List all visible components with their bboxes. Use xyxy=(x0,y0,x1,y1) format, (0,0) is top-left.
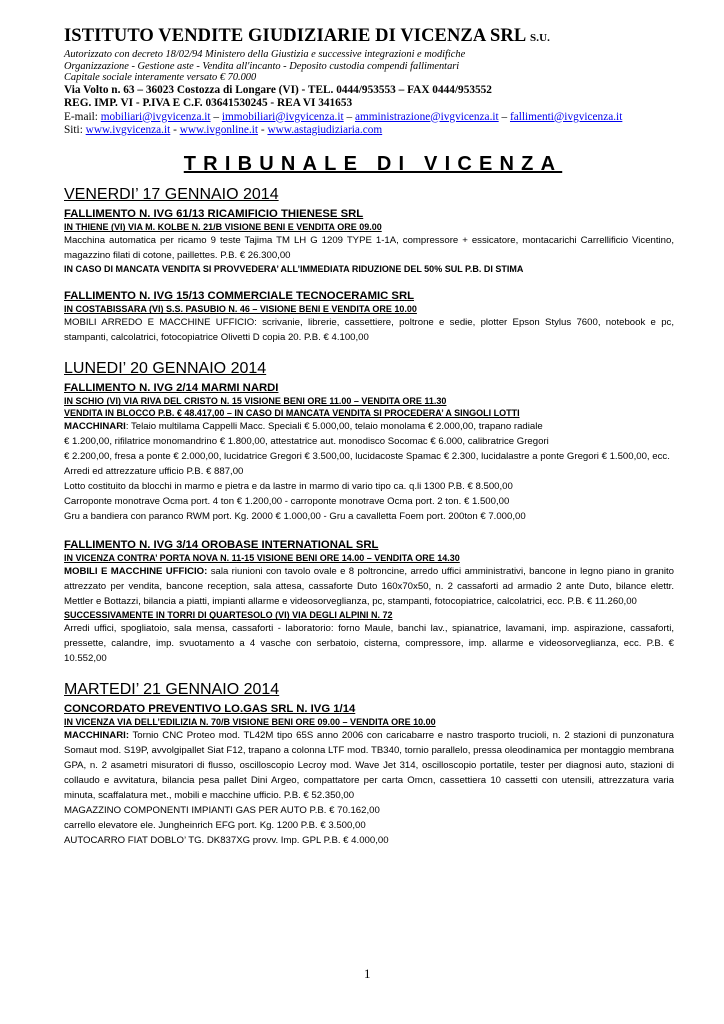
case-description: Lotto costituito da blocchi in marmo e pietra e da lastre in marmo di vario tipo ca. q.li 1300 P.B. € 8.500,00 xyxy=(64,481,513,493)
auction-day-date: LUNEDI’ 20 GENNAIO 2014 xyxy=(64,360,267,378)
authorization-line: Autorizzato con decreto 18/02/94 Ministero della Giustizia e successive integrazioni e modifiche xyxy=(64,49,466,60)
case-title: FALLIMENTO N. IVG 3/14 OROBASE INTERNATIONAL SRL xyxy=(64,539,379,552)
category-label: MOBILI E MACCHINE UFFICIO: xyxy=(64,566,208,578)
description-text: Tornio CNC Proteo mod. TL42M tipo 65S anno 2006 con caricabarre e nastro trasporto trucioli, n. 2 stazioni di punzonatura Somaut mod. S19P, avvolgipallet Siat F12, trapano a colonna LTF mod. TB340, tornio parallelo, pressa oleodinamica per montaggio membrana GPA, n. 2 asametri misuratori di flusso, oscilloscopio Lecroy mod. Wave Jet 314, oscilloscopio portatile, tester per diagnosi auto, stazioni di collaudo e avvitatura, bilancia pesa pallet Dini Argeo, compattatore per carta Omcn, cassettiera 10 cassetti con utensili, attrezzatura varia minuta, scaffalatura met., mobili e macchine ufficio. P.B. € 52.350,00 xyxy=(64,730,674,802)
company-suffix: S.U. xyxy=(530,32,551,44)
email-link-amministrazione[interactable]: amministrazione@ivgvicenza.it xyxy=(354,110,499,123)
registry-line: REG. IMP. VI - P.IVA E C.F. 03641530245 - REA VI 341653 xyxy=(64,97,353,110)
case-description: Gru a bandiera con paranco RWM port. Kg. 2000 € 1.000,00 - Gru a cavalletta Foem port. 200ton € 7.000,00 xyxy=(64,511,526,523)
case-description: AUTOCARRO FIAT DOBLO’ TG. DK837XG provv. Imp. GPL P.B. € 4.000,00 xyxy=(64,835,389,847)
site-link-astagiudiziaria[interactable]: www.astagiudiziaria.com xyxy=(267,124,383,136)
site-separator: - xyxy=(258,124,268,136)
email-separator: – xyxy=(210,110,222,123)
case-description: Carroponte monotrave Ocma port. 4 ton € 1.200,00 - carroponte monotrave Ocma port. 2 ton. € 1.500,00 xyxy=(64,496,510,508)
email-label: E-mail: xyxy=(64,110,101,123)
company-title xyxy=(64,26,674,49)
company-name: ISTITUTO VENDITE GIUDIZIARIE DI VICENZA SRL xyxy=(64,26,526,46)
case-description: Macchina automatica per ricamo 9 teste Tajima TM LH G 1209 TYPE 1-1A, compressore + essicatore, montacarichi Carrellificio Vicentino, magazzino filati di cotone, paillettes. P.B. € 26.300,00 xyxy=(64,235,674,262)
description-text: : Telaio multilama Cappelli Macc. Speciali € 5.000,00, telaio monolama € 2.000,00, trapano radiale xyxy=(125,421,543,433)
case-description: Arredi ed attrezzature ufficio P.B. € 887,00 xyxy=(64,466,244,478)
email-link-fallimenti[interactable]: fallimenti@ivgvicenza.it xyxy=(509,110,623,123)
case-location: IN COSTABISSARA (VI) S.S. PASUBIO N. 46 – VISIONE BENI E VENDITA ORE 10.00 xyxy=(64,304,417,315)
case-title: FALLIMENTO N. IVG 2/14 MARMI NARDI xyxy=(64,382,279,395)
case-description: carrello elevatore ele. Jungheinrich EFG port. Kg. 1200 P.B. € 3.500,00 xyxy=(64,820,366,832)
case-description: Arredi uffici, spogliatoio, sala mensa, cassaforti - laboratorio: forno Maule, banchi lav., spianatrice, lavamani, imp. aspirazione, cassaforti, pressette, calandre, imp. svuotamento a 4 vasche con serbatoio, cisterna, compressore, imp. allarme e videosorveglianza, ecc. P.B. € 10.552,00 xyxy=(64,623,674,665)
case-location: IN SCHIO (VI) VIA RIVA DEL CRISTO N. 15 VISIONE BENI ORE 11.00 – VENDITA ORE 11.30 xyxy=(64,396,447,407)
case-location: IN VICENZA VIA DELL’EDILIZIA N. 70/B VISIONE BENI ORE 09.00 – VENDITA ORE 10.00 xyxy=(64,717,436,728)
email-separator: – xyxy=(343,110,355,123)
sites-label: Siti: xyxy=(64,124,86,136)
case-description: € 1.200,00, rifilatrice monomandrino € 1.800,00, attestatrice aut. monodisco Socomac € 6.000, calibratrice Gregori xyxy=(64,436,549,448)
document-page xyxy=(64,26,674,848)
address-line: Via Volto n. 63 – 36023 Costozza di Longare (VI) - TEL. 0444/953553 – FAX 0444/953552 xyxy=(64,83,492,96)
site-link-ivgonline[interactable]: www.ivgonline.it xyxy=(179,124,259,136)
case-description xyxy=(64,564,674,609)
site-separator: - xyxy=(170,124,180,136)
case-description xyxy=(64,419,674,434)
case-title: CONCORDATO PREVENTIVO LO.GAS SRL N. IVG 1/14 xyxy=(64,703,356,716)
spacer xyxy=(64,345,674,351)
spacer xyxy=(64,524,674,536)
capital-line: Capitale sociale interamente versato € 70.000 xyxy=(64,72,257,84)
description-text: sala riunioni con tavolo ovale e 8 poltroncine, arredo uffici amministrativi, bancone in legno piano in granito attrezzato per vendita, bancone reception, sala attesa, cassaforte Duto 160x70x50, n. 2 cassaforti ad armadio 2 ante Duto, bilance elettr. Mettler e Bottazzi, bilancia a piatti, impianti allarme e videosorveglianza, pc, stampanti, fotocopiatrice, calcolatrici, ecc. P.B. € 11.260,00 xyxy=(64,566,674,608)
case-description: MOBILI ARREDO E MACCHINE UFFICIO: scrivanie, librerie, cassettiere, poltrone e sedie, plotter Epson Stylus 7600, notebook e pc, stampanti, calcolatrici, fotocopiatrice Olivetti D copia 20. P.B. € 4.100,00 xyxy=(64,317,674,344)
court-title: TRIBUNALE DI VICENZA xyxy=(183,153,563,176)
category-label: MACCHINARI xyxy=(64,421,126,433)
spacer xyxy=(64,666,674,672)
spacer xyxy=(64,275,674,287)
email-link-immobiliari[interactable]: immobiliari@ivgvicenza.it xyxy=(221,110,344,123)
case-title: FALLIMENTO N. IVG 15/13 COMMERCIALE TECNOCERAMIC SRL xyxy=(64,290,415,303)
case-description xyxy=(64,728,674,803)
case-location: IN VICENZA CONTRA’ PORTA NOVA N. 11-15 VISIONE BENI ORE 14.00 – VENDITA ORE 14.30 xyxy=(64,553,460,564)
case-description: € 2.200,00, fresa a ponte € 2.000,00, lucidatrice Gregori € 3.500,00, lucidacoste Spamac € 2.300, lucidalastre a ponte Gregori € 1.500,00, ecc. xyxy=(64,451,670,463)
case-note: IN CASO DI MANCATA VENDITA SI PROVVEDERA’ ALL’IMMEDIATA RIDUZIONE DEL 50% SUL P.B. DI STIMA xyxy=(64,264,524,275)
case-description: MAGAZZINO COMPONENTI IMPIANTI GAS PER AUTO P.B. € 70.162,00 xyxy=(64,805,380,817)
case-block-sale: VENDITA IN BLOCCO P.B. € 48.417,00 – IN CASO DI MANCATA VENDITA SI PROCEDERA’ A SINGOLI LOTTI xyxy=(64,408,520,419)
page-number: 1 xyxy=(364,966,371,981)
organization-line: Organizzazione - Gestione aste - Vendita all'incanto - Deposito custodia compendi fallimentari xyxy=(64,60,460,72)
email-separator: – xyxy=(498,110,510,123)
case-title: FALLIMENTO N. IVG 61/13 RICAMIFICIO THIENESE SRL xyxy=(64,208,364,221)
case-location: IN THIENE (VI) VIA M. KOLBE N. 21/B VISIONE BENI E VENDITA ORE 09.00 xyxy=(64,222,382,233)
email-link-mobiliari[interactable]: mobiliari@ivgvicenza.it xyxy=(100,110,211,123)
auction-day-date: VENERDI’ 17 GENNAIO 2014 xyxy=(64,186,279,204)
site-link-ivgvicenza[interactable]: www.ivgvicenza.it xyxy=(85,124,171,136)
letterhead xyxy=(64,26,674,137)
category-label: MACCHINARI: xyxy=(64,730,130,742)
case-location-secondary: SUCCESSIVAMENTE IN TORRI DI QUARTESOLO (VI) VIA DEGLI ALPINI N. 72 xyxy=(64,610,393,621)
email-line xyxy=(64,111,674,124)
auction-day-date: MARTEDI’ 21 GENNAIO 2014 xyxy=(64,681,280,699)
sites-line xyxy=(64,124,674,137)
